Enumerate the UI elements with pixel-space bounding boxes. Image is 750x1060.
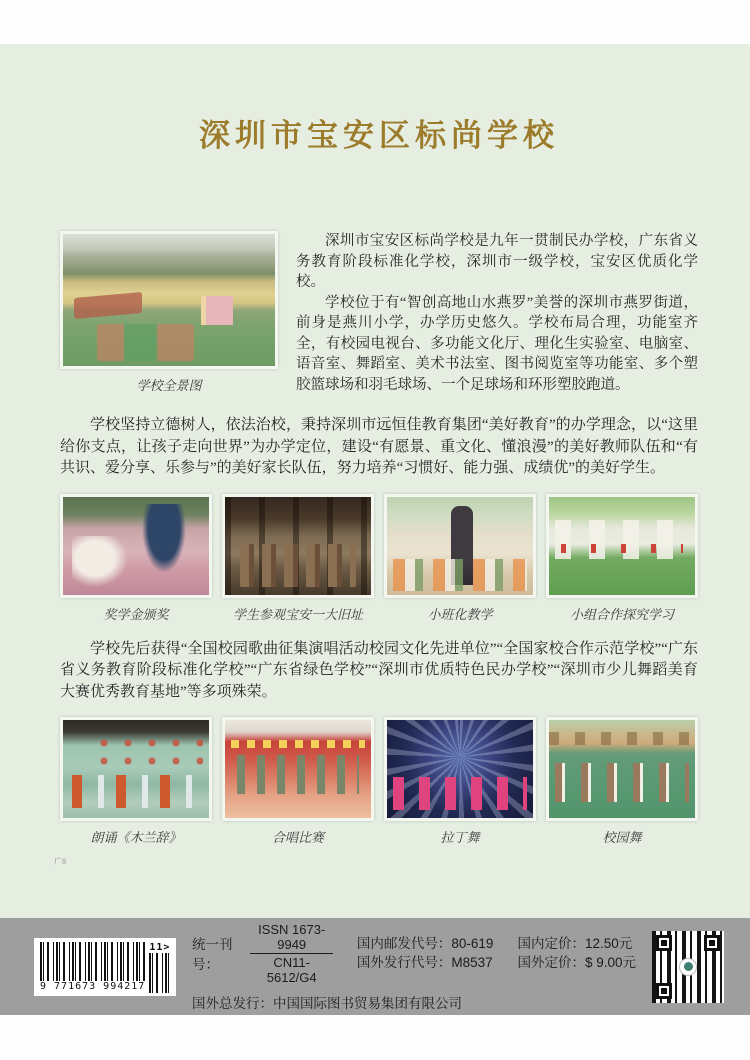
- philosophy-paragraph: 学校坚持立德树人，依法治校，秉持深圳市远恒佳教育集团“美好教育”的办学理念，以“这里给你支点，让孩子走向世界”为办学定位，建设“有愿景、重文化、懂浪漫”的美好教师队伍和“有共识、爱分享、乐参与”的美好家长队伍，努力培养“习惯好、能力强、成绩优”的美好学生。: [60, 417, 698, 476]
- photo-campus-dance: [546, 717, 698, 821]
- domestic-price-line: [517, 934, 636, 953]
- photo-caption: 小班化教学: [427, 607, 493, 623]
- photo-figure: [60, 717, 212, 846]
- foreign-issue-label: 国外发行代号：: [356, 955, 452, 970]
- barcode-main: [40, 942, 145, 993]
- foreign-issue-line: [357, 953, 494, 972]
- photo-row-performances: [60, 717, 698, 846]
- photo-latin-dance: [384, 717, 536, 821]
- scan-margin-top: [0, 0, 750, 44]
- photo-chorus-competition: [222, 717, 374, 821]
- honors-paragraph: 学校先后获得“全国校园歌曲征集演唱活动校园文化先进单位”“全国家校合作示范学校”“广东省义务教育阶段标准化学校”“广东省绿色学校”“深圳市优质特色民办学校”“深圳市少儿舞蹈美育大赛优秀教育基地”等多项殊荣。: [60, 640, 698, 700]
- photo-figure: [546, 494, 698, 623]
- domestic-postal-code: 80-619: [451, 936, 494, 951]
- domestic-price-value: 12.50元: [584, 936, 633, 951]
- photo-scholarship-award: [60, 494, 212, 598]
- qr-finder-icon: [656, 983, 672, 999]
- intro-text: [296, 231, 698, 395]
- intro-paragraph-1: 深圳市宝安区标尚学校是九年一贯制民办学校，广东省义务教育阶段标准化学校，深圳市一级学校，宝安区优质化学校。: [296, 233, 698, 290]
- foreign-price-line: [517, 953, 636, 972]
- photo-caption: 奖学金颁奖: [103, 607, 169, 623]
- photo-figure: [222, 717, 374, 846]
- photo-small-class-teaching: [384, 494, 536, 598]
- foreign-distributor-line: [192, 992, 636, 1012]
- photo-caption: 小组合作探究学习: [569, 607, 674, 623]
- qr-finder-icon: [656, 935, 672, 951]
- cover-page: [0, 44, 750, 918]
- intro-section: [60, 231, 698, 395]
- photo-figure: [546, 717, 698, 846]
- photo-caption: 拉丁舞: [440, 831, 480, 846]
- photo-figure: [222, 494, 374, 623]
- publication-details: [192, 922, 636, 1012]
- issn-cn-fraction: [250, 922, 332, 985]
- domestic-postal-line: [357, 934, 494, 953]
- issn-number: ISSN 1673-9949: [250, 922, 332, 954]
- qr-finder-icon: [704, 935, 720, 951]
- photo-row-activities: [60, 494, 698, 623]
- qr-center-logo-icon: [679, 958, 697, 976]
- photo-caption: 合唱比赛: [271, 831, 324, 846]
- photo-group-learning: [546, 494, 698, 598]
- postal-codes-group: [357, 934, 494, 972]
- print-footnote: 广8: [54, 857, 66, 866]
- barcode-number: 9 771673 994217: [40, 980, 146, 992]
- foreign-distributor-name: 中国国际图书贸易集团有限公司: [273, 995, 462, 1011]
- issue-number-group: [192, 922, 333, 985]
- photo-figure: [384, 494, 536, 623]
- prices-group: [517, 934, 636, 972]
- photo-figure: [384, 717, 536, 846]
- issue-label: 统一刊号：: [192, 937, 233, 972]
- pink-building-shape: [201, 296, 233, 325]
- barcode-addon: [149, 942, 170, 993]
- photo-caption: 学生参观宝安一大旧址: [232, 607, 363, 623]
- intro-paragraph-2: 学校位于有“智创高地山水燕罗”美誉的深圳市燕罗街道，前身是燕川小学，办学历史悠久。学校布局合理，功能室齐全，有校园电视台、多功能文化厅、理化生实验室、电脑室、语音室、舞蹈室、美术书法室、图书阅览室等功能室、多个塑胶篮球场和羽毛球场、一个足球场和环形塑胶跑道。: [296, 294, 698, 393]
- photo-caption: 校园舞: [602, 831, 642, 846]
- school-panorama-photo: [60, 231, 278, 369]
- photo-mulan-recital: [60, 717, 212, 821]
- publication-info-bar: [0, 918, 750, 1015]
- cn-number: CN11-5612/G4: [266, 954, 317, 985]
- foreign-issue-code: M8537: [451, 955, 493, 970]
- qr-code: [652, 931, 724, 1003]
- barcode-addon-number: 11>: [149, 941, 171, 953]
- photo-caption: 朗诵《木兰辞》: [90, 831, 182, 846]
- domestic-postal-label: 国内邮发代号：: [356, 936, 452, 951]
- domestic-price-label: 国内定价：: [517, 936, 585, 951]
- publication-codes-row: [192, 922, 636, 985]
- foreign-distributor-label: 国外总发行：: [192, 995, 273, 1011]
- foreign-price-value: $ 9.00元: [584, 955, 636, 970]
- school-title: 深圳市宝安区标尚学校: [199, 118, 559, 153]
- panorama-caption: 学校全景图: [136, 379, 202, 394]
- photo-heritage-visit: [222, 494, 374, 598]
- scan-margin-bottom: [0, 1015, 750, 1060]
- barcode-bars: [40, 942, 145, 981]
- foreign-price-label: 国外定价：: [517, 955, 585, 970]
- barcode-addon-bars: [149, 953, 170, 993]
- photo-figure: [60, 494, 212, 623]
- issn-barcode: [34, 938, 176, 996]
- school-panorama-figure: [60, 231, 278, 395]
